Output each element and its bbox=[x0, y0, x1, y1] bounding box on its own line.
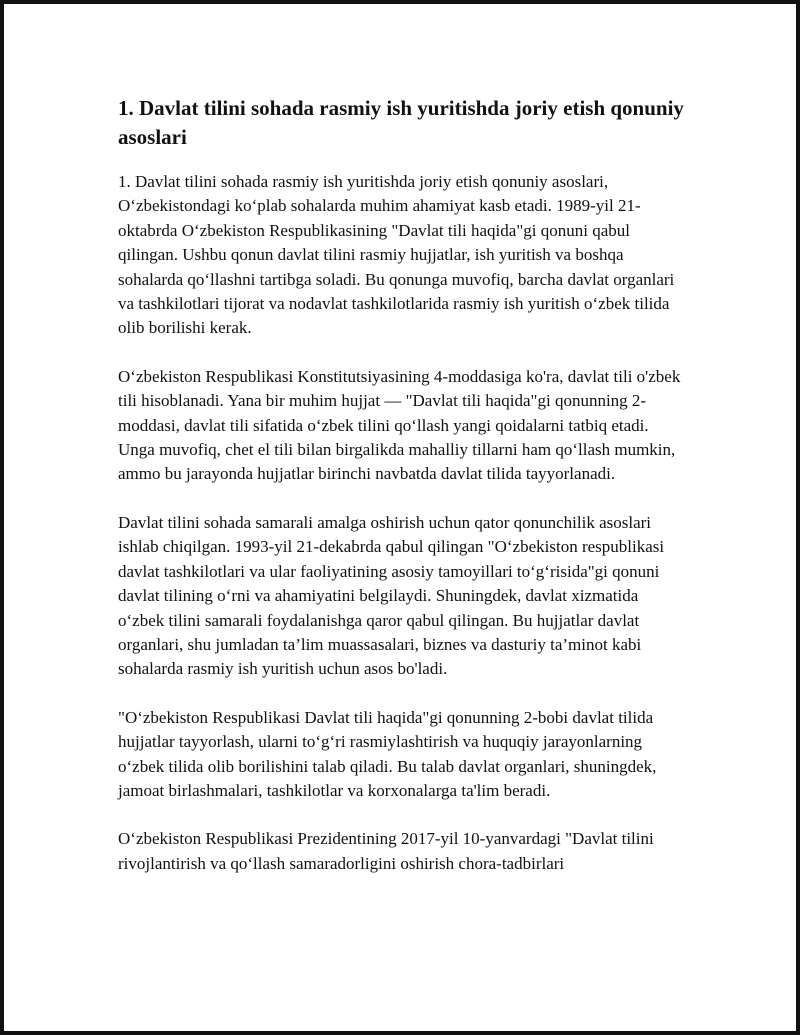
paragraph-5: O‘zbekiston Respublikasi Prezidentining 2017-yil 10-yanvardagi "Davlat tilini rivojlantirish va qo‘llash samaradorligini oshirish chora-tadbirlari bbox=[118, 829, 654, 873]
paragraph-1: 1. Davlat tilini sohada rasmiy ish yuritishda joriy etish qonuniy asoslari, O‘zbekistondagi ko‘plab sohalarda muhim ahamiyat kasb etadi. 1989-yil 21-oktabrda O‘zbekiston Respublikasining "Davlat tili haqida"gi qonuni qabul qilingan. Ushbu qonun davlat tilini rasmiy hujjatlar, ish yuritish va boshqa sohalarda qo‘llashni tartibga soladi. Bu qonunga muvofiq, barcha davlat organlari va tashkilotlari tijorat va nodavlat tashkilotlarida rasmiy ish yuritish o‘zbek tilida olib borilishi kerak. bbox=[118, 172, 675, 338]
paragraph-4: "O‘zbekiston Respublikasi Davlat tili haqida"gi qonunning 2-bobi davlat tilida hujjatlar tayyorlash, ularni to‘g‘ri rasmiylashtirish va huquqiy jarayonlarning o‘zbek tilida olib borilishini talab qiladi. Bu talab davlat organlari, shuningdek, jamoat birlashmalari, tashkilotlar va korxonalarga ta'lim beradi. bbox=[118, 707, 657, 800]
document-title: 1. Davlat tilini sohada rasmiy ish yuritishda joriy etish qonuniy asoslari bbox=[118, 96, 684, 149]
paragraph-3: Davlat tilini sohada samarali amalga oshirish uchun qator qonunchilik asoslari ishlab chiqilgan. 1993-yil 21-dekabrda qabul qilingan "O‘zbekiston respublikasi davlat tashkilotlari va ular faoliyatining asosiy tamoyillari to‘g‘risida"gi qonuni davlat tilining o‘rni va ahamiyatini belgilaydi. Shuningdek, davlat xizmatida o‘zbek tilini samarali foydalanishga qaror qabul qilingan. Bu hujjatlar davlat organlari, shu jumladan ta’lim muassasalari, biznes va dasturiy ta’minot kabi sohalarda rasmiy ish yuritish uchun asos bo'ladi. bbox=[118, 512, 665, 679]
paragraph-2: O‘zbekiston Respublikasi Konstitutsiyasining 4-moddasiga ko'ra, davlat tili o'zbek tili hisoblanadi. Yana bir muhim hujjat — "Davlat tili haqida"gi qonunning 2-moddasi, davlat tili sifatida o‘zbek tilini qo‘llash yangi qoidalarni tatbiq etadi. Unga muvofiq, chet el tili bilan birgalikda mahalliy tillarni ham qo‘llash mumkin, ammo bu jarayonda hujjatlar birinchi navbatda davlat tilida tayyorlanadi. bbox=[118, 366, 681, 484]
